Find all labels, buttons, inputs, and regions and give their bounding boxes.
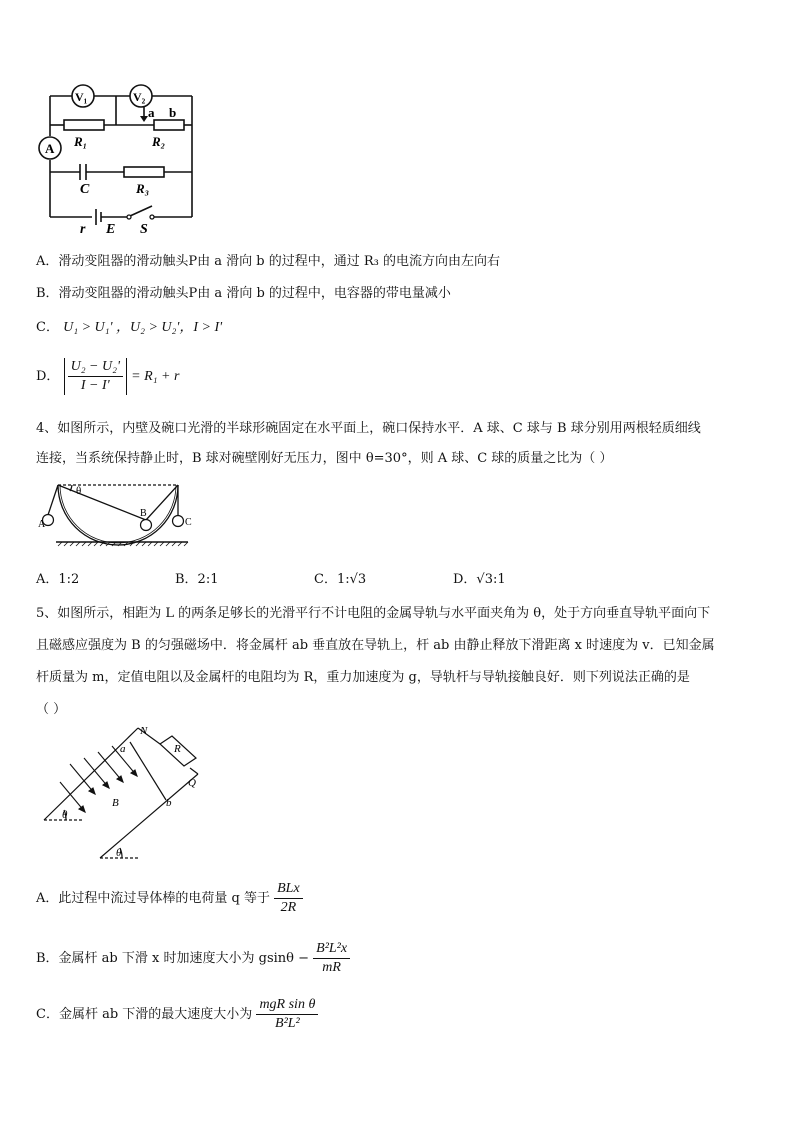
q5-stem-line-4: （ ） [36,702,67,717]
q5-stem-line-3: 杆质量为 m，定值电阻以及金属杆的电阻均为 R，重力加速度为 g，导轨杆与导轨接触良好．则下列说法正确的是 [36,670,690,685]
r3-label: R₃ [136,181,150,196]
field-b-label: B [112,797,119,809]
q3-option-d-rhs: = R₁ + r [131,369,180,384]
q4-option-b: B．2:1 [175,572,219,587]
ball-a-label: A [38,519,46,530]
q5-option-b-prefix: B．金属杆 ab 下滑 x 时加速度大小为 gsinθ − [36,951,309,966]
theta-lower-label: θ [116,847,122,859]
slider-b-label: b [169,105,177,120]
q5-option-a-prefix: A．此过程中流过导体棒的电荷量 q 等于 [36,891,270,906]
q3-option-c-math: U₁ > U₁' ，U₂ > U₂'，I > I' [63,320,223,335]
voltmeter-1-label: V₁ [75,90,88,104]
bowl-diagram [38,478,198,550]
q5-option-c-prefix: C．金属杆 ab 下滑的最大速度大小为 [36,1007,253,1022]
q5-option-b-denominator: mR [322,960,341,975]
q5-option-c-denominator: B²L² [275,1016,300,1031]
q3-option-b: B．滑动变阻器的滑动触头P由 a 滑向 b 的过程中，电容器的带电量减小 [36,286,451,301]
q4-option-a: A．1:2 [36,572,80,587]
c-label: C [80,182,90,197]
theta-label: θ [76,485,82,497]
q3-option-d-fraction [68,358,123,395]
s-label: S [140,222,148,237]
q3-option-c [36,316,222,336]
q5-option-c-fraction [256,996,318,1033]
rod-b-label: b [166,797,172,809]
rail-q-label: Q [188,777,196,789]
q5-option-c-numerator: mgR sin θ [256,996,318,1015]
r2-label: R₂ [152,134,166,149]
q3-option-c-prefix: C． [36,320,59,335]
q4-option-d: D．√3:1 [453,572,506,587]
circuit-diagram [36,80,206,240]
q3-option-d-abs [64,358,127,395]
rail-diagram [40,722,210,862]
q3-option-d [36,358,179,395]
q5-option-a [36,880,303,917]
ball-c-label: C [185,517,192,528]
q4-option-c: C．1:√3 [314,572,367,587]
rod-a-label: a [120,743,126,755]
rail-r-label: R [174,743,181,755]
theta-upper-label: θ [62,809,68,821]
slider-a-label: a [148,105,155,120]
q5-stem-line-1: 5、如图所示，相距为 L 的两条足够长的光滑平行不计电阻的金属导轨与水平面夹角为 θ，处于方向垂直导轨平面向下 [36,606,711,621]
q5-option-b [36,940,350,977]
q5-option-c [36,996,318,1033]
q5-option-a-fraction [274,880,303,917]
q3-option-d-numerator: U₂ − U₂' [68,358,123,377]
r-label: r [80,222,86,237]
q5-option-b-numerator: B²L²x [313,940,350,959]
ball-b-label: B [140,508,147,519]
q5-option-a-denominator: 2R [280,900,297,915]
q4-stem-line-2: 连接，当系统保持静止时，B 球对碗壁刚好无压力，图中 θ=30°，则 A 球、C 球的质量之比为（ ） [36,451,613,466]
q5-stem-line-2: 且磁感应强度为 B 的匀强磁场中．将金属杆 ab 垂直放在导轨上，杆 ab 由静止释放下滑距离 x 时速度为 v．已知金属 [36,638,715,653]
ammeter-label: A [45,141,55,156]
e-label: E [106,222,116,237]
q3-option-a: A．滑动变阻器的滑动触头P由 a 滑向 b 的过程中，通过 R₃ 的电流方向由左向右 [36,254,501,269]
rail-n-label: N [140,725,148,737]
q5-option-a-numerator: BLx [274,880,303,899]
q3-option-d-denominator: I − I' [80,378,110,393]
r1-label: R₁ [74,134,88,149]
q3-option-d-prefix: D． [36,369,60,384]
q4-stem-line-1: 4、如图所示，内壁及碗口光滑的半球形碗固定在水平面上，碗口保持水平．A 球、C 球与 B 球分别用两根轻质细线 [36,421,701,436]
q5-option-b-fraction [313,940,350,977]
voltmeter-2-label: V₂ [133,90,146,104]
